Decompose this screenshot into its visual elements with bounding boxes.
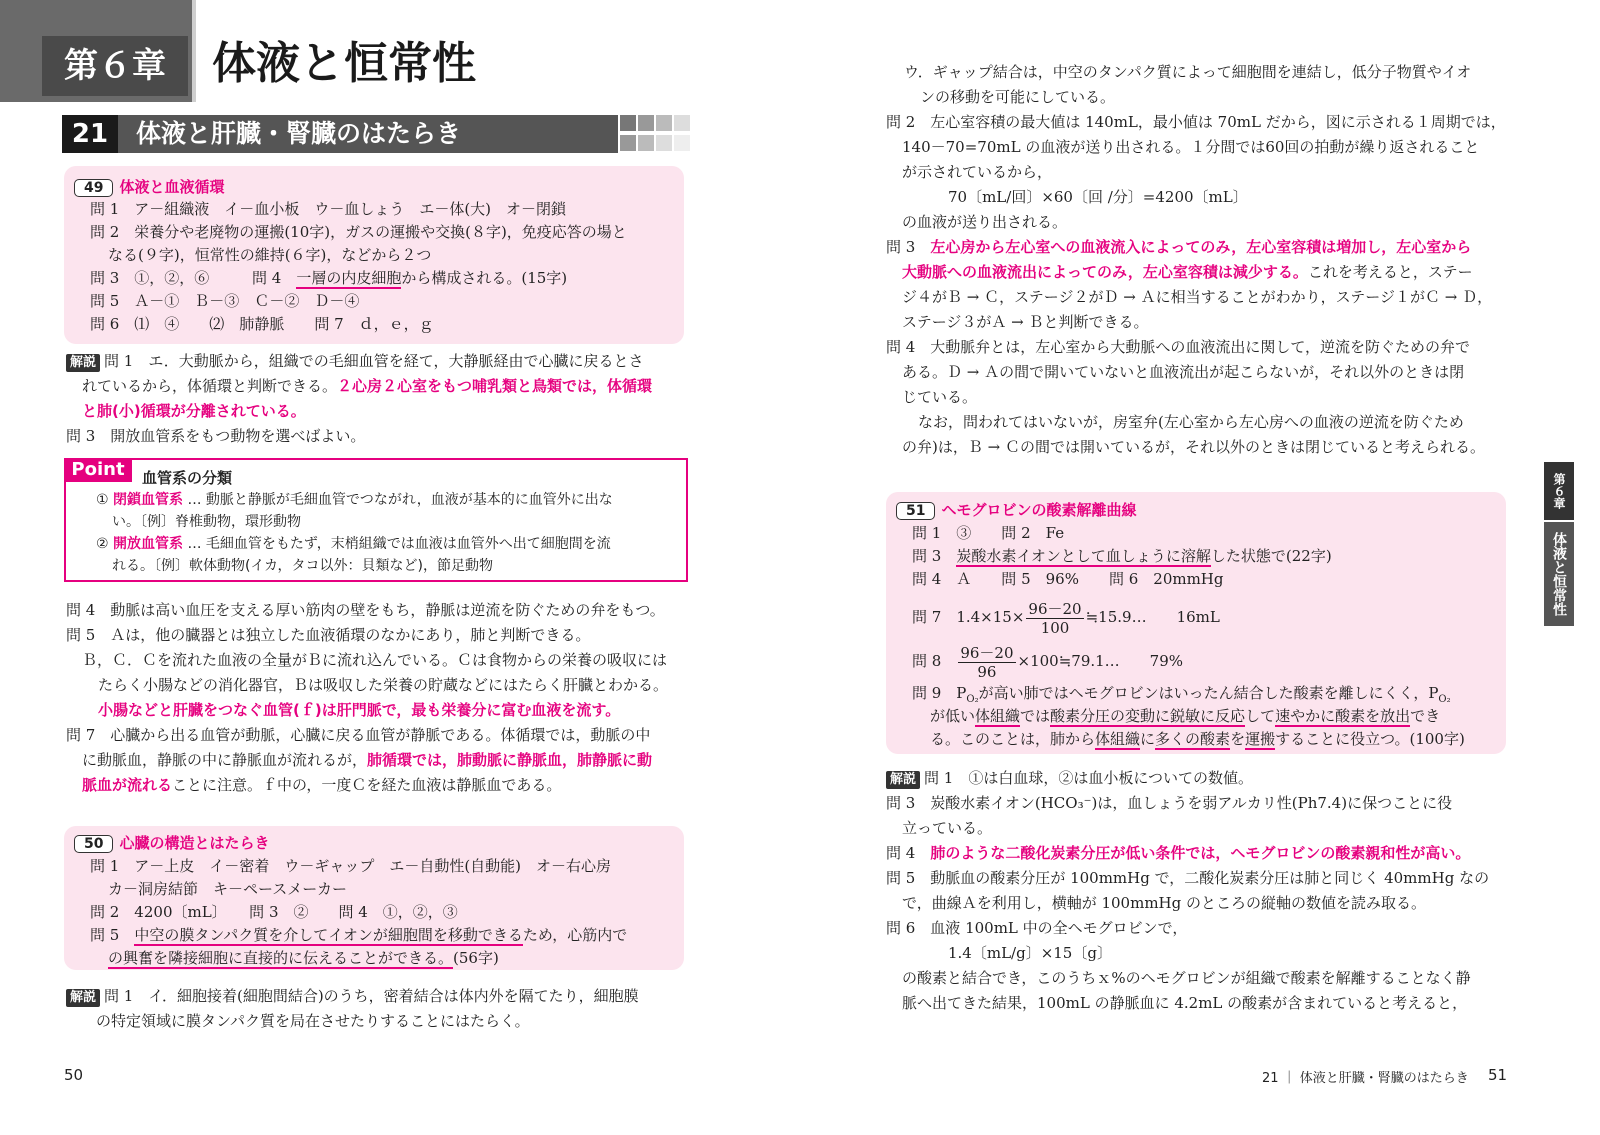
page-number-left: 50 — [64, 1066, 84, 1084]
page-number-right: 51 — [1488, 1066, 1508, 1084]
explanation-50-u-line2: ンの移動を可能にしている。 — [920, 88, 1116, 106]
answer-51-q8: 問 8 $\frac{96-20}{96}$ ×100≒79.1… 79% — [912, 643, 1184, 681]
problem-title: 体液と血液循環 — [119, 178, 225, 196]
explanation-51-q1: 解説 問 1 ①は白血球，②は血小板についての数値。 — [886, 768, 1253, 789]
explanation-50-q4-line2: ある。Ｄ → Ａの間で開いていないと血液流出が起こらないが，それ以外のときは閉 — [902, 363, 1465, 381]
explanation-49-q1: 解説 問 1 エ．大動脈から，組織での毛細血管を経て，大静脈経由で心臓に戻るとさ — [66, 351, 643, 372]
explanation-label: 解説 — [66, 989, 100, 1007]
chapter-title: 体液と恒常性 — [212, 38, 476, 89]
underlined-phrase: 中空の膜タンパク質を介してイオンが細胞間を移動できる — [134, 926, 523, 944]
problem-title: 心臓の構造とはたらき — [119, 834, 270, 852]
answer-51-q7: 問 7 1.4×15× $\frac{96-20}{100}$ ≒15.9… 16mL — [912, 599, 1220, 637]
underlined-phrase: 炭酸水素イオンとして — [956, 547, 1106, 565]
explanation-50-q4-line5: の弁)は，Ｂ → Ｃの間では開いているが，それ以外のときは閉じていると考えられる。 — [902, 438, 1485, 456]
problem-title: ヘモグロビンの酸素解離曲線 — [941, 501, 1137, 519]
problem-number: 51 — [896, 502, 935, 520]
explanation-51-q6: 問 6 血液 100mL 中の全ヘモグロビンで， — [886, 919, 1188, 937]
underlined-phrase: 血しょうに溶解 — [1105, 547, 1211, 565]
explanation-51-q3-line2: 立っている。 — [902, 819, 993, 837]
chapter-header-corner — [192, 0, 196, 102]
explanation-50-q4-line3: じている。 — [902, 388, 978, 406]
answer-49-q2a: 問 2 栄養分や老廃物の運搬(10字)，ガスの運搬や交換(８字)，免疫応答の場と — [90, 223, 627, 241]
explanation-51-q4: 問 4 肺のような二酸化炭素分圧が低い条件では，ヘモグロビンの酸素親和性が高い。 — [886, 844, 1471, 862]
answer-50-q5: 問 5 中空の膜タンパク質を介してイオンが細胞間を移動できるため，心筋内で — [90, 926, 628, 944]
answer-51-q4: 問 4 Ａ 問 5 96% 問 6 20mmHg — [912, 570, 1224, 588]
explanation-50-q2-line2: 140－70=70mL の血液が送り出される。１分間では60回の拍動が繰り返されること — [902, 138, 1480, 156]
point-item-2-line2: れる。〔例〕軟体動物(イカ，タコ以外：貝類など)，節足動物 — [112, 558, 493, 574]
problem-number: 50 — [74, 835, 113, 853]
explanation-51-q6-formula: 1.4〔mL/g〕×15〔g〕 — [948, 944, 1112, 962]
section-number: 21 — [62, 115, 118, 153]
fraction: $\frac{96-20}{100}$ — [1028, 599, 1082, 637]
explanation-49-q7-line2: に動脈血，静脈の中に静脈血が流れるが，肺循環では，肺動脈に静脈血，肺静脈に動 — [82, 751, 653, 769]
explanation-49-q5: 問 5 Ａは，他の臓器とは独立した血液循環のなかにあり，肺と判断できる。 — [66, 626, 591, 644]
chapter-label: 第６章 — [42, 36, 188, 96]
explanation-51-q5-line2: で，曲線Ａを利用し，横軸が 100mmHg のところの縦軸の数値を読み取る。 — [902, 894, 1426, 912]
answer-50-q2: 問 2 4200〔mL〕 問 3 ② 問 4 ①，②，③ — [90, 903, 458, 921]
answer-51-q3: 問 3 炭酸水素イオンとして血しょうに溶解した状態で(22字) — [912, 547, 1332, 565]
explanation-50-q2: 問 2 左心室容積の最大値は 140mL，最小値は 70mL だから，図に示される１周期では， — [886, 113, 1506, 131]
explanation-50-q3: 問 3 左心房から左心室への血液流入によってのみ，左心室容積は増加し，左心室から — [886, 238, 1472, 256]
answer-50-q1: 問 1 ア－上皮 イ－密着 ウ－ギャップ エ－自動性(自動能) オ－右心房 — [90, 857, 612, 875]
explanation-49-q7-line3: 脈血が流れることに注意。ｆ中の，一度Ｃを経た血液は静脈血である。 — [82, 776, 562, 794]
explanation-50-q4: 問 4 大動脈弁とは，左心室から大動脈への血液流出に関して，逆流を防ぐための弁で — [886, 338, 1471, 356]
explanation-label: 解説 — [886, 771, 920, 789]
point-item-2: ② 開放血管系 … 毛細血管をもたず，末梢組織では血液は血管外へ出て細胞間を流 — [96, 536, 611, 552]
answer-50-q5-line2: の興奮を隣接細胞に直接的に伝えることができる。(56字) — [108, 949, 499, 967]
explanation-50-u: ウ．ギャップ結合は，中空のタンパク質によって細胞間を連結し，低分子物質やイオ — [904, 63, 1472, 81]
answer-51-q1: 問 1 ③ 問 2 Fe — [912, 524, 1065, 542]
explanation-49-q5-line2: Ｂ，Ｃ．Ｃを流れた血液の全量がＢに流れ込んでいる。Ｃは食物からの栄養の吸収には — [82, 651, 668, 669]
answer-49-q5: 問 5 Ａ－① Ｂ－③ Ｃ－② Ｄ－④ — [90, 292, 360, 310]
point-title: 血管系の分類 — [142, 469, 233, 487]
explanation-49-q1-line3: と肺(小)循環が分離されている。 — [82, 402, 306, 420]
explanation-51-q3: 問 3 炭酸水素イオン(HCO₃⁻)は，血しょうを弱アルカリ性(Ph7.4)に保つことに役 — [886, 794, 1453, 812]
underlined-phrase: の興奮を隣接細胞に直接的に伝えることができる。 — [108, 949, 454, 967]
explanation-50-q2-line3: が示されているから， — [902, 163, 1053, 181]
section-title: 体液と肝臓・腎臓のはたらき — [136, 119, 462, 148]
fraction: $\frac{96-20}{96}$ — [960, 643, 1014, 681]
answer-51-q9-line2: が低い体組織では酸素分圧の変動に鋭敏に反応して速やかに酸素を放出でき — [930, 707, 1441, 725]
explanation-49-q3: 問 3 開放血管系をもつ動物を選べばよい。 — [66, 427, 366, 445]
answer-49-heading — [74, 177, 225, 197]
underlined-phrase: 一層の内皮細胞 — [296, 269, 402, 287]
explanation-51-q5: 問 5 動脈血の酸素分圧が 100mmHg で，二酸化炭素分圧は肺と同じく 40mmHg なの — [886, 869, 1490, 887]
explanation-51-q6-line4: 脈へ出てきた結果，100mL の静脈血に 4.2mL の酸素が含まれていると考えると， — [902, 994, 1468, 1012]
point-tag: Point — [64, 458, 132, 482]
explanation-50-q2-formula: 70〔mL/回〕×60〔回 /分〕=4200〔mL〕 — [948, 188, 1248, 206]
point-item-1: ① 閉鎖血管系 … 動脈と静脈が毛細血管でつながれ，血液が基本的に血管外に出な — [96, 492, 613, 508]
answer-49-q1: 問 1 ア－組織液 イ－血小板 ウ－血しょう エ－体(大) オ－閉鎖 — [90, 200, 567, 218]
explanation-49-q7: 問 7 心臓から出る血管が動脈，心臓に戻る血管が静脈である。体循環では，動脈の中 — [66, 726, 651, 744]
explanation-label: 解説 — [66, 354, 100, 372]
explanation-50-q1: 解説 問 1 イ．細胞接着(細胞間結合)のうち，密着結合は体内外を隔てたり，細胞膜 — [66, 986, 639, 1007]
side-tab-title: 体液と恒常性 — [1544, 522, 1574, 626]
explanation-50-q4-line4: なお，問われてはいないが，房室弁(左心室から左心房への血液の逆流を防ぐため — [918, 413, 1464, 431]
explanation-51-q6-line3: の酸素と結合でき，このうちｘ%のヘモグロビンが組織で酸素を解離することなく静 — [902, 969, 1471, 987]
explanation-50-q3-line2: 大動脈への血液流出によってのみ，左心室容積は減少する。これを考えると，ステー — [902, 263, 1473, 281]
side-tab-chapter: 第６章 — [1544, 462, 1574, 520]
explanation-49-q5-line4: 小腸などと肝臓をつなぐ血管(ｆ)は肝門脈で，最も栄養分に富む血液を流す。 — [98, 701, 621, 719]
explanation-49-q5-line3: たらく小腸などの消化器官，Ｂは吸収した栄養の貯蔵などにはたらく肝臓とわかる。 — [98, 676, 669, 694]
answer-49-q4: 問 4 一層の内皮細胞から構成される。(15字) — [252, 269, 568, 287]
point-item-1-line2: い。〔例〕脊椎動物，環形動物 — [112, 514, 301, 530]
explanation-50-q2-line5: の血液が送り出される。 — [902, 213, 1068, 231]
explanation-49-q1-line2: れているから，体循環と判断できる。２心房２心室をもつ哺乳類と鳥類では，体循環 — [82, 377, 653, 395]
answer-49-q6: 問 6 ⑴ ④ ⑵ 肺静脈 問 7 ｄ，ｅ，ｇ — [90, 315, 434, 333]
answer-50-q1-line2: カ－洞房結節 キ－ペースメーカー — [108, 880, 347, 898]
section-bar-decoration — [620, 115, 690, 153]
answer-51-q9-line3: る。このことは，肺から体組織に多くの酸素を運搬することに役立つ。(100字) — [930, 730, 1465, 748]
explanation-50-q3-line3: ジ４がＢ → Ｃ，ステージ２がＤ → Ａに相当することがわかり，ステージ１がＣ → Ｄ， — [902, 288, 1493, 306]
running-footer: 21 ｜ 体液と肝臓・腎臓のはたらき — [1262, 1071, 1469, 1086]
problem-number: 49 — [74, 179, 113, 197]
answer-49-q3: 問 3 ①，②，⑥ — [90, 269, 210, 287]
explanation-49-q4: 問 4 動脈は高い血圧を支える厚い筋肉の壁をもち，静脈は逆流を防ぐための弁をもつ。 — [66, 601, 665, 619]
answer-50-heading — [74, 833, 270, 853]
explanation-50-q3-line4: ステージ３がＡ → Ｂと判断できる。 — [902, 313, 1149, 331]
answer-51-q9: 問 9 $P_{O_2}$が高い肺ではヘモグロビンはいったん結合した酸素を離しにくく，$P_{O_2}$ — [912, 684, 1451, 705]
answer-51-heading — [896, 500, 1137, 520]
answer-49-q2b: なる(９字)，恒常性の維持(６字)，などから２つ — [108, 246, 432, 264]
explanation-50-q1-line2: の特定領域に膜タンパク質を局在させたりすることにはたらく。 — [96, 1012, 530, 1030]
